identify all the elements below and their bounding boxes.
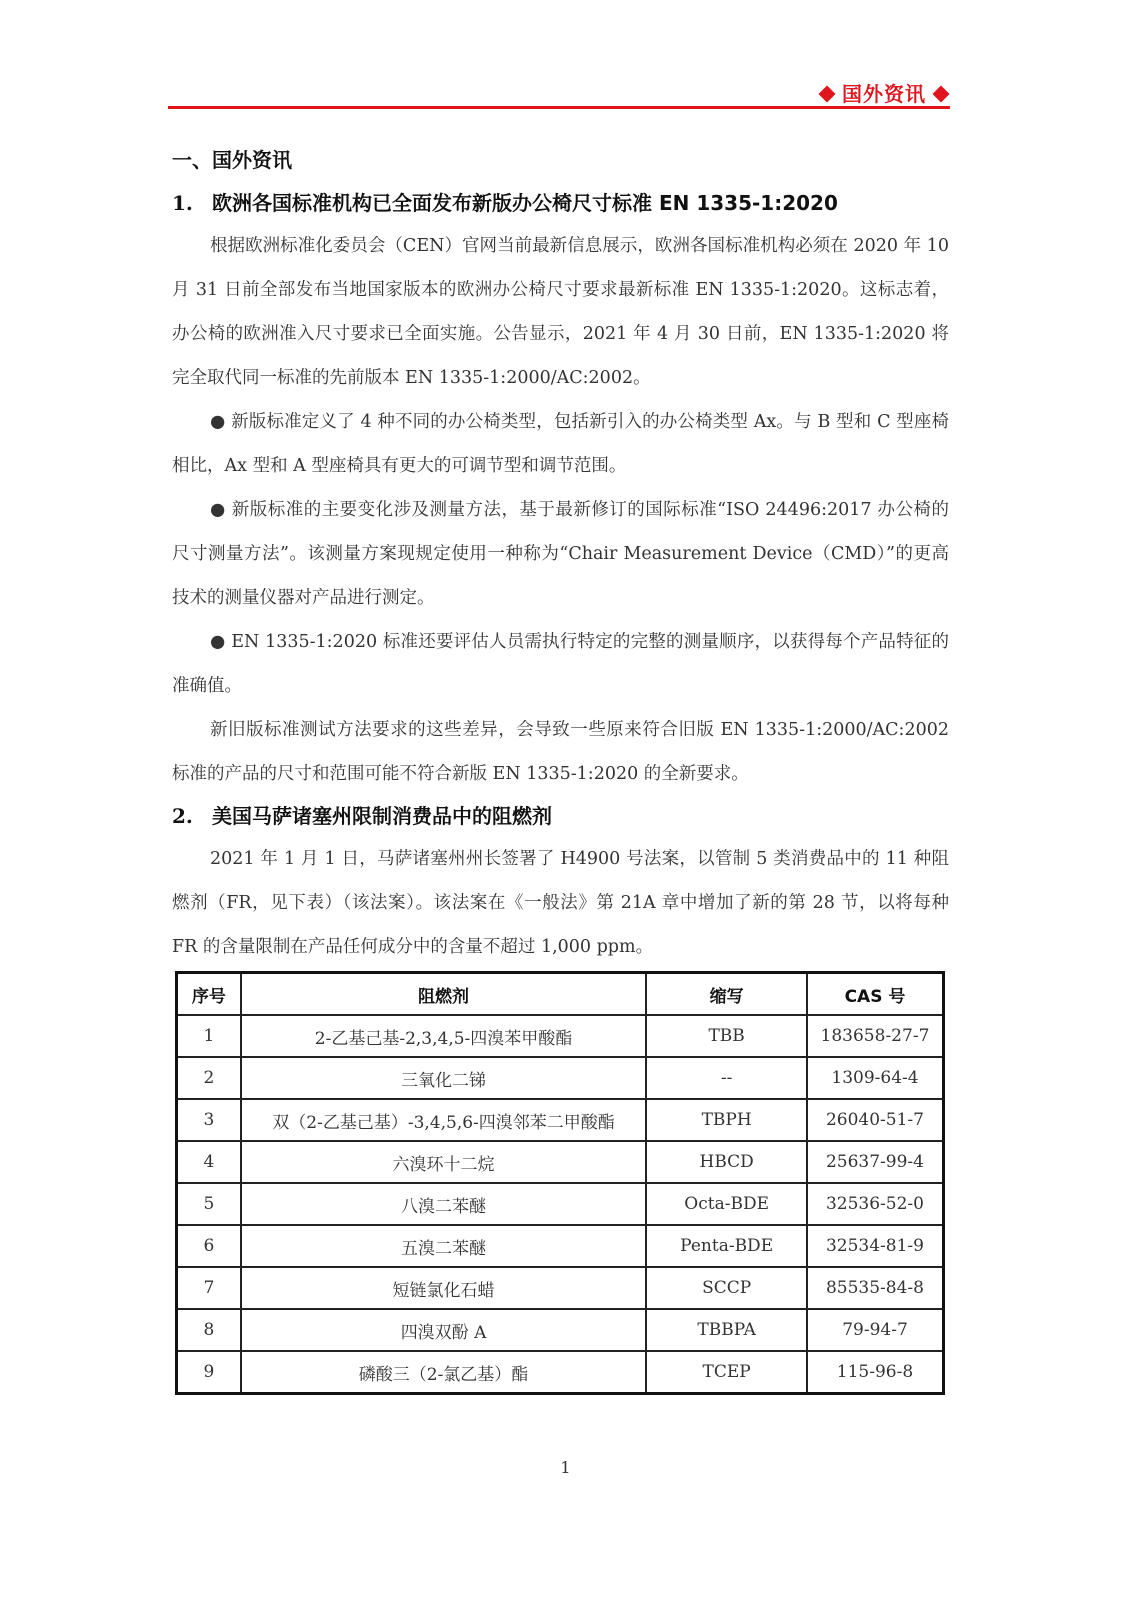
table-cell: 115-96-8 [807, 1351, 944, 1394]
article1-paragraph-2: 新旧版标准测试方法要求的这些差异，会导致一些原来符合旧版 EN 1335-1:2000/AC:2002 标准的产品的尺寸和范围可能不符合新版 EN 1335-1:2020 的全新要求。 [172, 720, 949, 784]
table-cell: 85535-84-8 [807, 1267, 944, 1309]
article2-number: 2. [172, 804, 193, 828]
table-row [177, 1183, 944, 1225]
table-row [177, 1141, 944, 1183]
table-row [177, 1351, 944, 1394]
table-cell: 1 [177, 1015, 241, 1057]
article1-heading [172, 187, 949, 216]
header-tag-text: 国外资讯 [842, 82, 926, 106]
table-cell: 32536-52-0 [807, 1183, 944, 1225]
table-cell: 2 [177, 1057, 241, 1099]
table-cell: 短链氯化石蜡 [241, 1267, 647, 1309]
table-cell: 26040-51-7 [807, 1099, 944, 1141]
table-cell: 5 [177, 1183, 241, 1225]
table-cell: 25637-99-4 [807, 1141, 944, 1183]
table-cell: 7 [177, 1267, 241, 1309]
table-cell: 三氧化二锑 [241, 1057, 647, 1099]
table-row [177, 1015, 944, 1057]
flame-retardant-table [175, 971, 945, 1395]
article2-heading [172, 800, 949, 829]
table-row [177, 1267, 944, 1309]
table-cell: 1309-64-4 [807, 1057, 944, 1099]
table-cell: 双（2-乙基己基）-3,4,5,6-四溴邻苯二甲酸酯 [241, 1099, 647, 1141]
article1-bullet-2: ● 新版标准的主要变化涉及测量方法，基于最新修订的国际标准“ISO 24496:2017 办公椅的尺寸测量方法”。该测量方案现规定使用一种称为“Chair Measurement Device（CMD）”的更高技术的测量仪器对产品进行测定。 [172, 500, 949, 608]
table-cell: 八溴二苯醚 [241, 1183, 647, 1225]
table-cell: 79-94-7 [807, 1309, 944, 1351]
table-row [177, 1225, 944, 1267]
article1-bullet-3: ● EN 1335-1:2020 标准还要评估人员需执行特定的完整的测量顺序，以获得每个产品特征的准确值。 [172, 632, 949, 696]
table-row [177, 1057, 944, 1099]
header-divider [168, 106, 950, 109]
table-cell: 6 [177, 1225, 241, 1267]
table-cell: Penta-BDE [646, 1225, 807, 1267]
table-cell: 2-乙基己基-2,3,4,5-四溴苯甲酸酯 [241, 1015, 647, 1057]
table-cell: TCEP [646, 1351, 807, 1394]
table-cell: Octa-BDE [646, 1183, 807, 1225]
table-cell: TBB [646, 1015, 807, 1057]
section-title: 一、国外资讯 [172, 148, 292, 172]
table-header-cell: 阻燃剂 [241, 973, 647, 1016]
table-cell: SCCP [646, 1267, 807, 1309]
table-cell: 8 [177, 1309, 241, 1351]
table-row [177, 1099, 944, 1141]
table-row [177, 1309, 944, 1351]
table-header-row [177, 973, 944, 1016]
document-body [172, 138, 949, 1395]
table-cell: TBBPA [646, 1309, 807, 1351]
header-section-tag [812, 78, 956, 107]
table-cell: 四溴双酚 A [241, 1309, 647, 1351]
article1-number: 1. [172, 191, 193, 215]
page-number: 1 [560, 1458, 571, 1477]
diamond-icon [819, 86, 836, 103]
article2-title: 美国马萨诸塞州限制消费品中的阻燃剂 [212, 804, 552, 828]
diamond-icon [933, 86, 950, 103]
table-cell: 32534-81-9 [807, 1225, 944, 1267]
table-cell: 五溴二苯醚 [241, 1225, 647, 1267]
table-cell: 3 [177, 1099, 241, 1141]
table-cell: 六溴环十二烷 [241, 1141, 647, 1183]
table-cell: -- [646, 1057, 807, 1099]
table-cell: TBPH [646, 1099, 807, 1141]
table-header-cell: 缩写 [646, 973, 807, 1016]
table-cell: 4 [177, 1141, 241, 1183]
table-header-cell: CAS 号 [807, 973, 944, 1016]
article1-paragraph-1: 根据欧洲标准化委员会（CEN）官网当前最新信息展示，欧洲各国标准机构必须在 2020 年 10 月 31 日前全部发布当地国家版本的欧洲办公椅尺寸要求最新标准 EN 1335-1:2020。这标志着，办公椅的欧洲准入尺寸要求已全面实施。公告显示，2021 年 4 月 30 日前，EN 1335-1:2020 将完全取代同一标准的先前版本 EN 1335-1:2000/AC:2002。 [172, 236, 949, 388]
table-cell: 183658-27-7 [807, 1015, 944, 1057]
article1-title: 欧洲各国标准机构已全面发布新版办公椅尺寸标准 EN 1335-1:2020 [212, 191, 838, 215]
table-cell: 9 [177, 1351, 241, 1394]
table-cell: HBCD [646, 1141, 807, 1183]
article1-bullet-1: ● 新版标准定义了 4 种不同的办公椅类型，包括新引入的办公椅类型 Ax。与 B 型和 C 型座椅相比，Ax 型和 A 型座椅具有更大的可调节型和调节范围。 [172, 412, 949, 476]
table-cell: 磷酸三（2-氯乙基）酯 [241, 1351, 647, 1394]
table-header-cell: 序号 [177, 973, 241, 1016]
article2-paragraph-1: 2021 年 1 月 1 日，马萨诸塞州州长签署了 H4900 号法案，以管制 5 类消费品中的 11 种阻燃剂（FR，见下表）（该法案）。该法案在《一般法》第 21A 章中增加了新的第 28 节，以将每种 FR 的含量限制在产品任何成分中的含量不超过 1,000 ppm。 [172, 849, 949, 957]
